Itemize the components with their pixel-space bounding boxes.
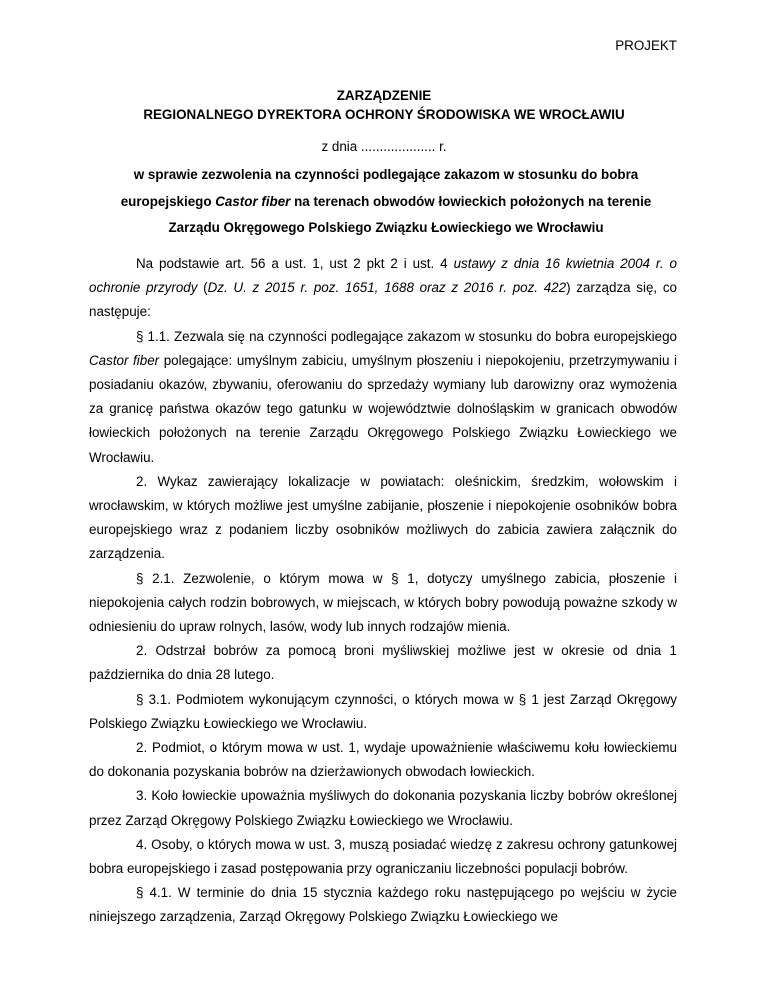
date-line: z dnia .................... r. xyxy=(321,139,447,154)
paragraph-2-2: 2. Odstrzał bobrów za pomocą broni myśliwskiej możliwe jest w okresie od dnia 1 października do dnia 28 lutego. xyxy=(89,643,677,683)
paragraph-3-1: § 3.1. Podmiotem wykonującym czynności, o których mowa w § 1 jest Zarząd Okręgowy Polskiego Związku Łowieckiego we Wrocławiu. xyxy=(89,691,677,731)
paragraph-3-2: 2. Podmiot, o którym mowa w ust. 1, wydaje upoważnienie właściwemu kołu łowieckiemu do dokonania pozyskania bobrów na dzierżawionych obwodach łowieckich. xyxy=(89,740,677,780)
intro-text-3: ) zarządza się, co następuje: xyxy=(89,280,678,320)
subject-part1: w sprawie zezwolenia na czynności podlegające zakazom w stosunku do bobra europejskiego xyxy=(120,167,639,209)
intro-act-title: ustawy z dnia 16 kwietnia 2004 r. o ochronie przyrody xyxy=(89,256,677,296)
p1-1-text-b: polegające: umyślnym zabiciu, umyślnym płoszeniu i niepokojeniu, przetrzymywaniu i posiadaniu okazów, zbywaniu, oferowaniu do sprzedaży wymiany lub darowizny oraz wymożenia za granicę państwa okazów tego gatunku w województwie dolnośląskim w granicach obwodów łowieckich położonych na terenie Zarządu Okręgowego Polskiego Związku Łowieckiego we Wrocławiu. xyxy=(89,352,677,465)
subject-heading xyxy=(96,162,676,242)
intro-text-1: Na podstawie art. 56 a ust. 1, ust 2 pkt 2 i ust. 4 xyxy=(136,256,454,271)
subject-part2: na terenach obwodów łowieckich położonych na terenie Zarządu Okręgowego Polskiego Związku Łowieckiego we Wrocławiu xyxy=(168,193,652,235)
paragraph-3-4: 4. Osoby, o których mowa w ust. 3, muszą posiadać wiedzę z zakresu ochrony gatunkowej bobra europejskiego i zasad postępowania przy ograniczaniu liczebności populacji bobrów. xyxy=(89,836,677,877)
intro-paragraph xyxy=(89,252,677,325)
paragraph-3-3: 3. Koło łowieckie upoważnia myśliwych do dokonania pozyskania liczby bobrów określonej przez Zarząd Okręgowy Polskiego Związku Łowieckiego we Wrocławiu. xyxy=(89,788,677,828)
intro-text-2: ( xyxy=(197,280,208,296)
paragraph-1-1 xyxy=(89,325,677,470)
paragraph-1-2: 2. Wykaz zawierający lokalizacje w powiatach: oleśnickim, średzkim, wołowskim i wrocławskim, w których możliwe jest umyślne zabijanie, płoszenie i niepokojenie osobników bobra europejskiego wraz z podaniem liczby osobników możliwych do zabicia zawiera załącznik do zarządzenia. xyxy=(89,473,677,562)
document-title: ZARZĄDZENIE xyxy=(336,88,432,103)
projekt-label: PROJEKT xyxy=(615,38,677,53)
document-body xyxy=(89,252,677,930)
issuer-title: REGIONALNEGO DYREKTORA OCHRONY ŚRODOWISKA WE WROCŁAWIU xyxy=(143,107,625,122)
p1-1-text-a: § 1.1. Zezwala się na czynności podlegające zakazom w stosunku do bobra europejskiego xyxy=(136,328,677,344)
paragraph-4-1: § 4.1. W terminie do dnia 15 stycznia każdego roku następującego po wejściu w życie niniejszego zarządzenia, Zarząd Okręgowy Polskiego Związku Łowieckiego we xyxy=(89,885,677,925)
intro-journal-ref: Dz. U. z 2015 r. poz. 1651, 1688 oraz z 2016 r. poz. 422 xyxy=(207,280,567,296)
paragraph-2-1: § 2.1. Zezwolenie, o którym mowa w § 1, dotyczy umyślnego zabicia, płoszenie i niepokojenia całych rodzin bobrowych, w miejscach, w których bobry powodują poważne szkody w odniesieniu do upraw rolnych, lasów, wody lub innych rodzajów mienia. xyxy=(89,570,677,635)
p1-1-species: Castor fiber xyxy=(89,352,160,368)
subject-species: Castor fiber xyxy=(215,193,291,209)
